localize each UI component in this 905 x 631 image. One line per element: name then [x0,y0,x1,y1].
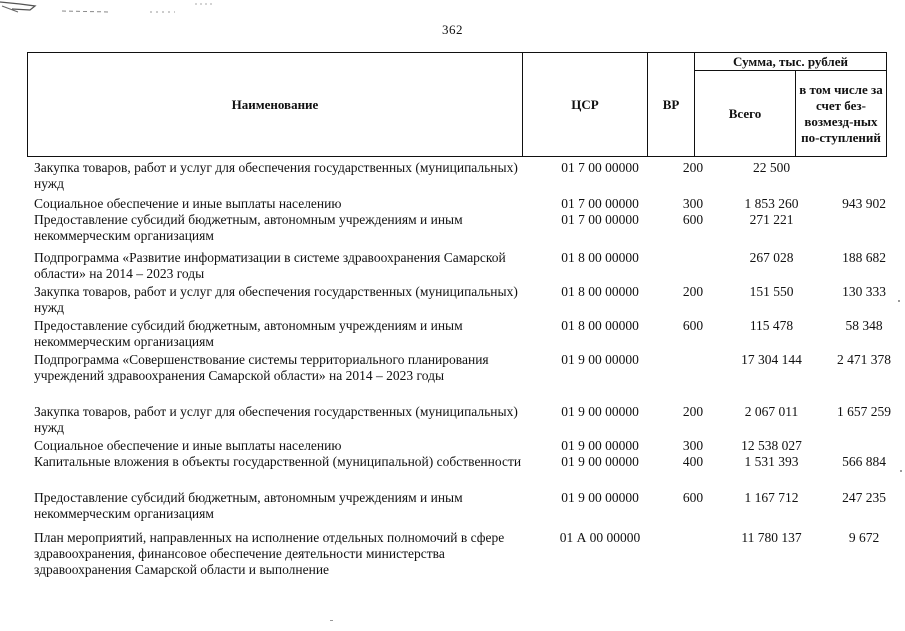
scan-artifact [0,0,260,18]
table-row [34,454,905,490]
table-header [27,52,887,157]
row-total: 22 500 [752,160,791,175]
row-name: Социальное обеспечение и иные выплаты населению [34,438,342,453]
row-total: 271 221 [749,212,794,227]
table-row [34,160,905,196]
page-number: 362 [442,22,463,37]
table-body [34,160,905,580]
row-total: 115 478 [749,318,794,333]
header-csr: ЦСР [523,53,648,157]
row-name: Предоставление субсидий бюджетным, автономным учреждениям и иным некоммерческим организациям [34,318,463,349]
row-total: 12 538 027 [741,438,802,453]
row-csr: 01 7 00 00000 [561,160,639,175]
row-vr: 200 [682,404,704,419]
row-total: 1 167 712 [744,490,799,505]
row-name: Подпрограмма «Совершенствование системы территориального планирования учреждений здравоохранения Самарской области» на 2014 – 2023 годы [34,352,489,383]
row-csr: 01 9 00 00000 [561,404,639,419]
header-gratuitous: в том числе за счет без-возмезд-ных по-ступлений [796,71,887,157]
row-csr: 01 9 00 00000 [561,438,639,453]
row-name: Подпрограмма «Развитие информатизации в системе здравоохранения Самарской области» на 2014 – 2023 годы [34,250,506,281]
scan-speck [900,470,902,472]
row-csr: 01 7 00 00000 [561,212,639,227]
row-free: 58 348 [845,318,883,333]
header-vr: ВР [648,53,695,157]
row-name: Капитальные вложения в объекты государственной (муниципальной) собственности [34,454,522,469]
row-vr: 600 [682,212,704,227]
row-name: План мероприятий, направленных на исполнение отдельных полномочий в сфере здравоохранения, финансовое обеспечение деятельности министерства здравоохранения Самарской области и выполнение [34,530,505,577]
row-total: 1 853 260 [744,196,799,211]
row-name: Закупка товаров, работ и услуг для обеспечения государственных (муниципальных) нужд [34,160,518,191]
row-csr: 01 А 00 00000 [559,530,641,545]
row-free: 188 682 [842,250,886,265]
table-row [34,284,905,318]
row-csr: 01 9 00 00000 [561,490,639,505]
table-row [34,196,905,212]
row-csr: 01 7 00 00000 [561,196,639,211]
row-total: 17 304 144 [741,352,802,367]
row-csr: 01 8 00 00000 [561,250,639,265]
table-row [34,352,905,404]
row-total: 1 531 393 [744,454,799,469]
row-free: 1 657 259 [837,404,891,419]
scan-speck [898,300,900,302]
row-total: 151 550 [749,284,794,299]
row-vr: 200 [682,160,704,175]
row-free: 247 235 [842,490,886,505]
table-row [34,490,905,530]
table-row [34,250,905,284]
row-vr: 300 [682,438,704,453]
row-free: 2 471 378 [837,352,891,367]
row-csr: 01 8 00 00000 [561,318,639,333]
row-free: 9 672 [848,530,880,545]
row-name: Социальное обеспечение и иные выплаты населению [34,196,342,211]
table-row [34,212,905,250]
table-row [34,318,905,352]
row-total: 11 780 137 [741,530,802,545]
row-vr: 600 [682,490,704,505]
row-name: Закупка товаров, работ и услуг для обеспечения государственных (муниципальных) нужд [34,284,518,315]
table-row [34,530,905,580]
row-name: Предоставление субсидий бюджетным, автономным учреждениям и иным некоммерческим организациям [34,490,463,521]
table-row [34,438,905,454]
row-total: 2 067 011 [744,404,799,419]
row-vr: 600 [682,318,704,333]
scan-speck [330,620,333,621]
row-vr: 300 [682,196,704,211]
row-free: 943 902 [842,196,886,211]
row-free: 130 333 [842,284,886,299]
header-total: Всего [695,71,796,157]
row-csr: 01 8 00 00000 [561,284,639,299]
header-name: Наименование [28,53,523,157]
row-csr: 01 9 00 00000 [561,454,639,469]
row-name: Закупка товаров, работ и услуг для обеспечения государственных (муниципальных) нужд [34,404,518,435]
row-vr: 400 [682,454,704,469]
row-vr: 200 [682,284,704,299]
header-sum: Сумма, тыс. рублей [695,53,887,71]
row-total: 267 028 [749,250,794,265]
table-row [34,404,905,438]
row-free: 566 884 [842,454,886,469]
row-name: Предоставление субсидий бюджетным, автономным учреждениям и иным некоммерческим организациям [34,212,463,243]
row-csr: 01 9 00 00000 [561,352,639,367]
